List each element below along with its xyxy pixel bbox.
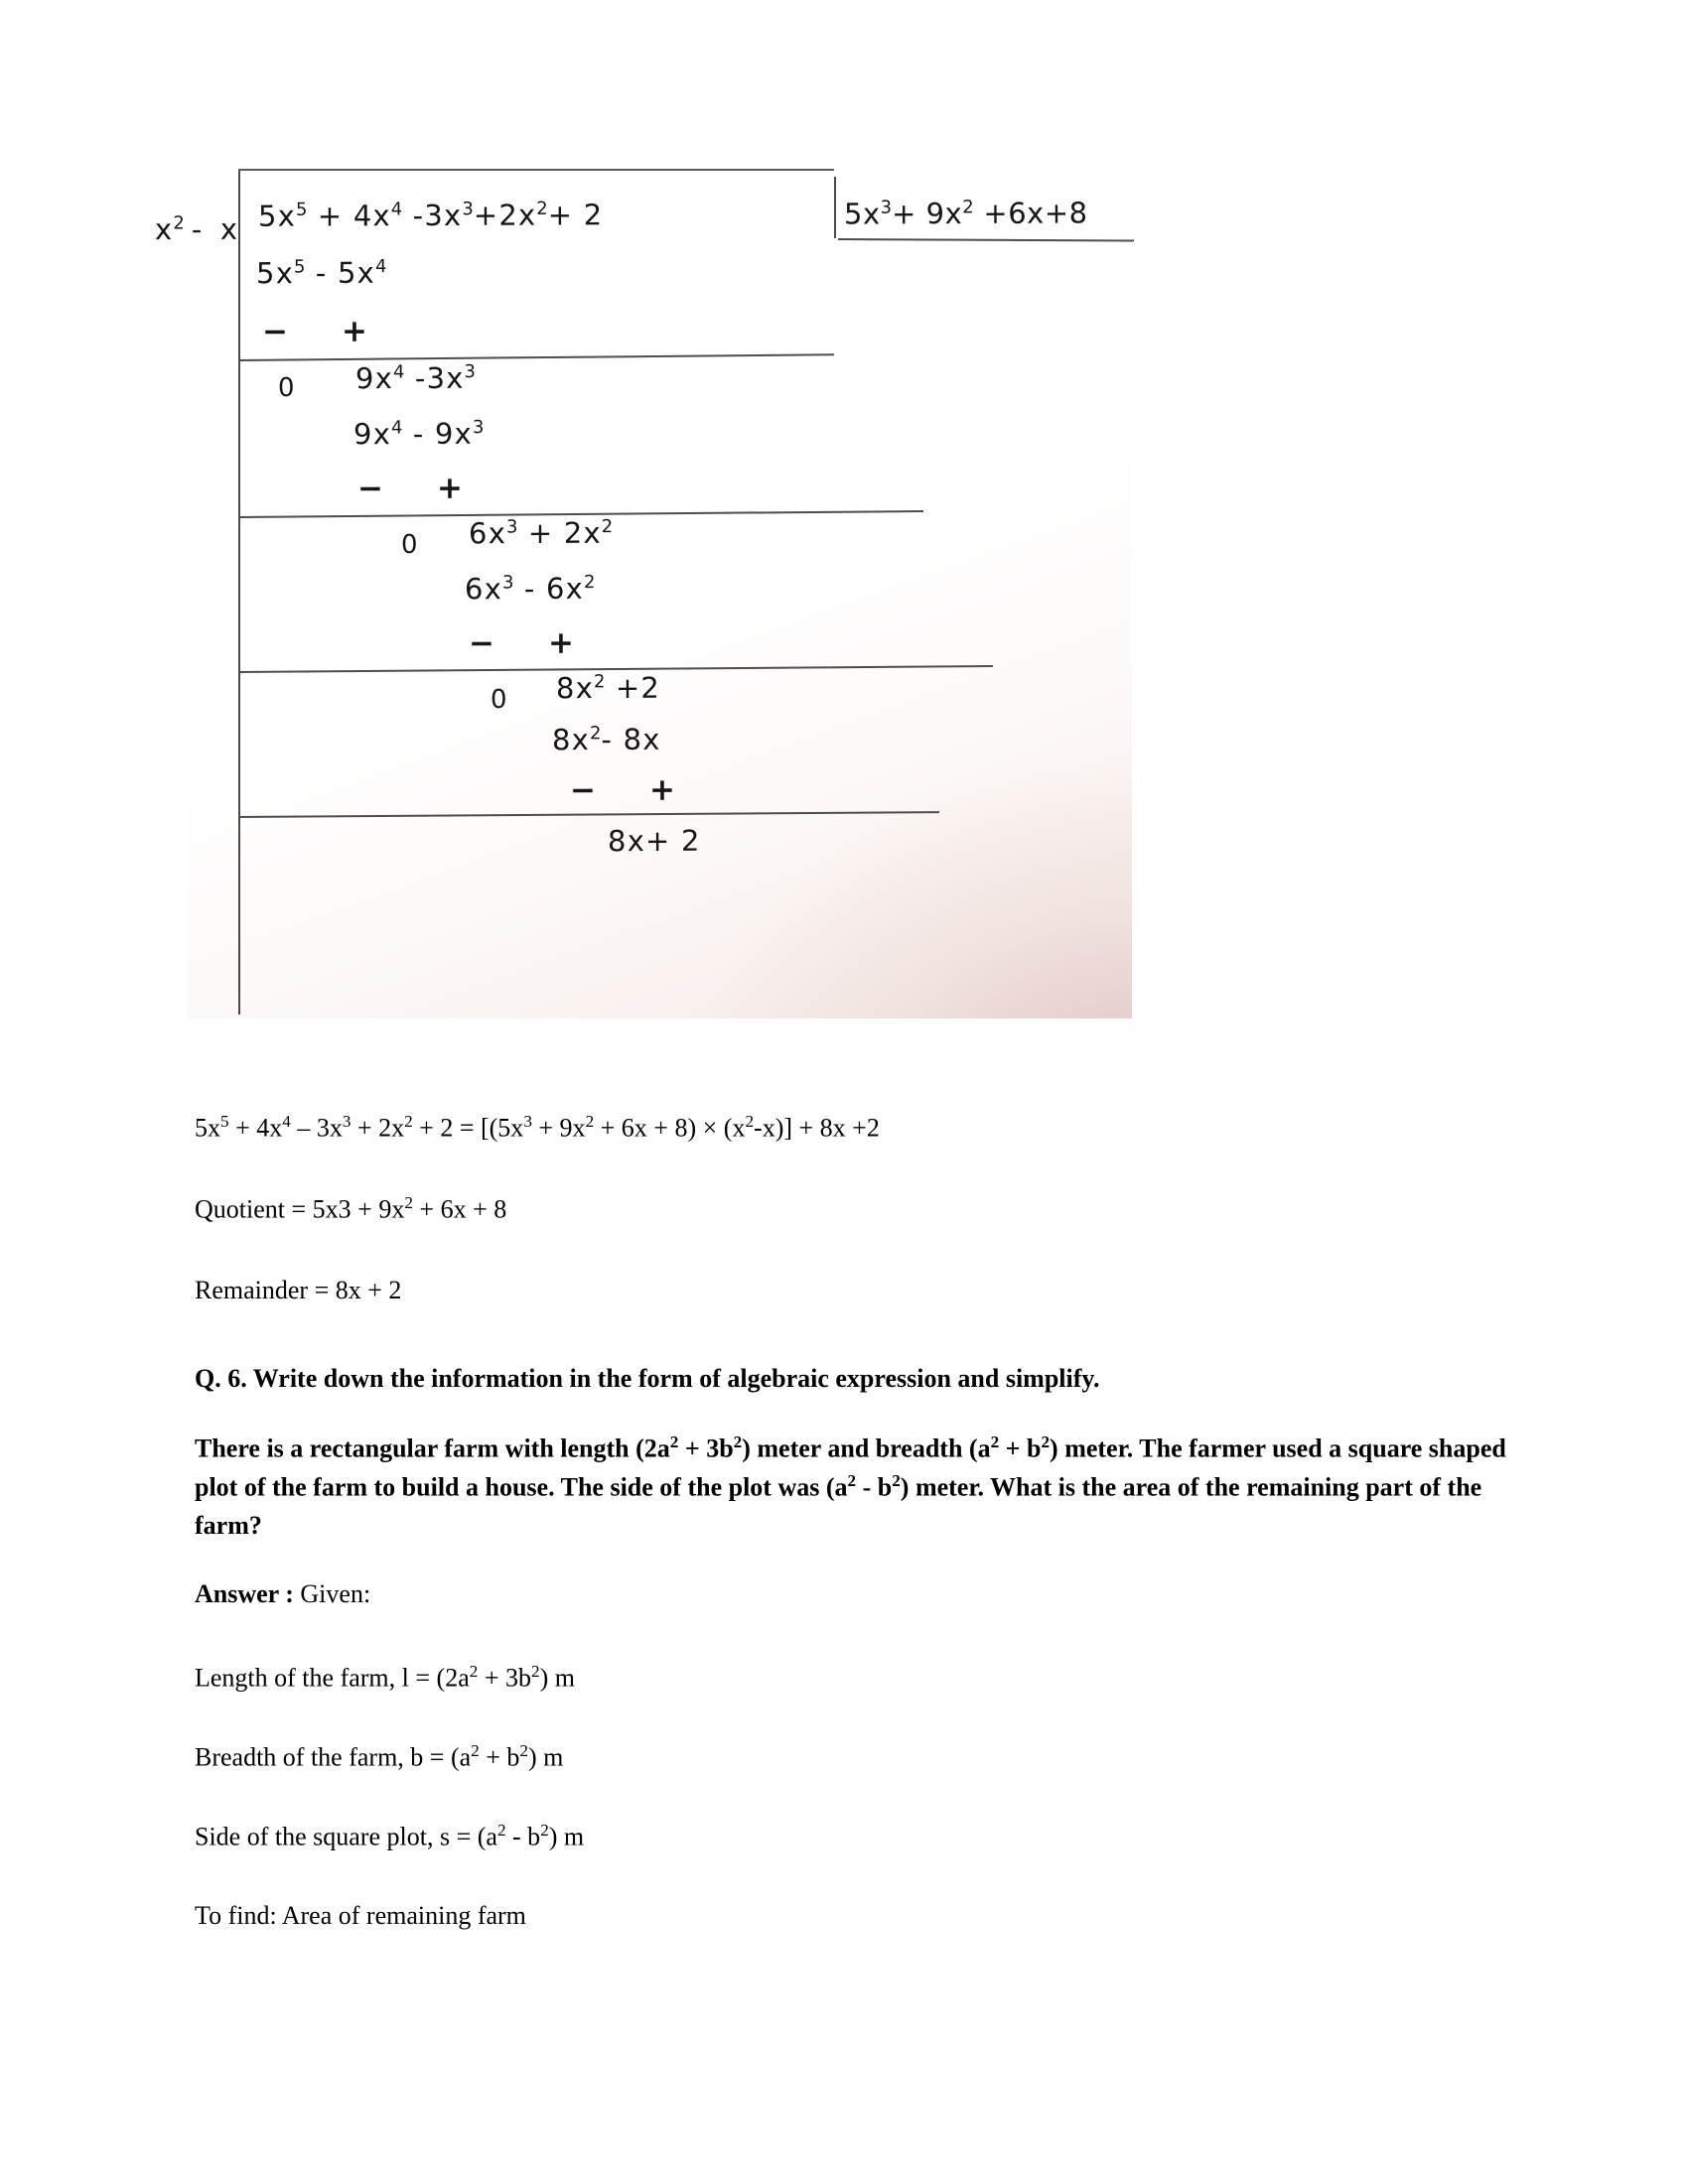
step-2-zero: 0 — [400, 529, 419, 561]
step-2-bring-down: $6x^3 + 2x^2$ — [468, 515, 614, 551]
dividend: $5x^5 + 4x^4$ $-3x^3+2x^2+ 2$ — [257, 198, 604, 233]
step-2-product: $9x^4 - 9x^3$ — [352, 416, 485, 452]
answer-label: Answer : — [195, 1579, 294, 1608]
given-breadth-line: Breadth of the farm, $b = (a^2 + b^2)$ m — [195, 1741, 564, 1772]
question-statement: There is a rectangular farm with length $(2a^2 + 3b^2)$ meter and breadth $(a^2 + b^2)$ meter. The farmer used a square shaped plot of the farm to build a house. The side of the plot was $(a^2 - b^2)$ meter. What is the area of the remaining part of the farm? — [195, 1433, 1506, 1541]
answer-given-word: Given: — [300, 1579, 371, 1608]
step-1-zero: 0 — [277, 372, 296, 404]
step-2-signs: − + — [356, 470, 463, 507]
quotient: $5x^3+ 9x^2 +6x+8$ — [843, 196, 1088, 231]
step-1-bring-down: $9x^4$ $-3x^3$ — [354, 360, 477, 396]
identity-line: $5x^5 + 4x^4 - 3x^3 + 2x^2 + 2 = [(5x^3 + 9x^2 + 6x + 8) \times (x^2-x)] + 8x +2$ — [195, 1112, 880, 1143]
final-remainder: 8x+ 2 — [607, 823, 701, 859]
question-number: Q. 6. — [195, 1364, 247, 1393]
division-bar-top — [238, 169, 834, 171]
step-3-product: $6x^3 - 6x^2$ — [464, 571, 596, 607]
step-3-bring-down: $8x^2 +2$ — [555, 670, 661, 706]
divisor-label: $x^2$ - x — [154, 211, 239, 247]
step-4-signs: − + — [569, 771, 675, 809]
handwritten-division-photo — [154, 157, 1132, 1019]
step-3-signs: − + — [468, 624, 574, 662]
step-3-zero: 0 — [490, 684, 508, 716]
step-4-product: $8x^2-$ 8x — [551, 722, 661, 757]
remainder-result-line: Remainder = 8x + 2 — [195, 1276, 402, 1304]
step-4-rule — [238, 811, 939, 818]
quotient-result-line: Quotient = $5x3 + 9x^2 + 6x + 8$ — [195, 1193, 507, 1224]
to-find-line: To find: Area of remaining farm — [195, 1901, 526, 1930]
quotient-separator — [834, 177, 836, 238]
division-bar-vertical — [238, 169, 240, 1015]
step-1-rule — [238, 353, 834, 361]
given-length-line: Length of the farm, $l = (2a^2 + 3b^2)$ m — [195, 1662, 575, 1693]
question-prompt: Write down the information in the form of algebraic expression and simplify. — [252, 1364, 1100, 1393]
step-1-product: $5x^5 - 5x^4$ — [255, 255, 387, 291]
given-side-line: Side of the square plot, $s = (a^2 - b^2)$ m — [195, 1821, 585, 1851]
question-heading — [195, 1360, 1505, 1398]
step-1-signs: − + — [261, 313, 367, 350]
quotient-underline — [838, 238, 1134, 242]
answer-line — [195, 1576, 370, 1613]
